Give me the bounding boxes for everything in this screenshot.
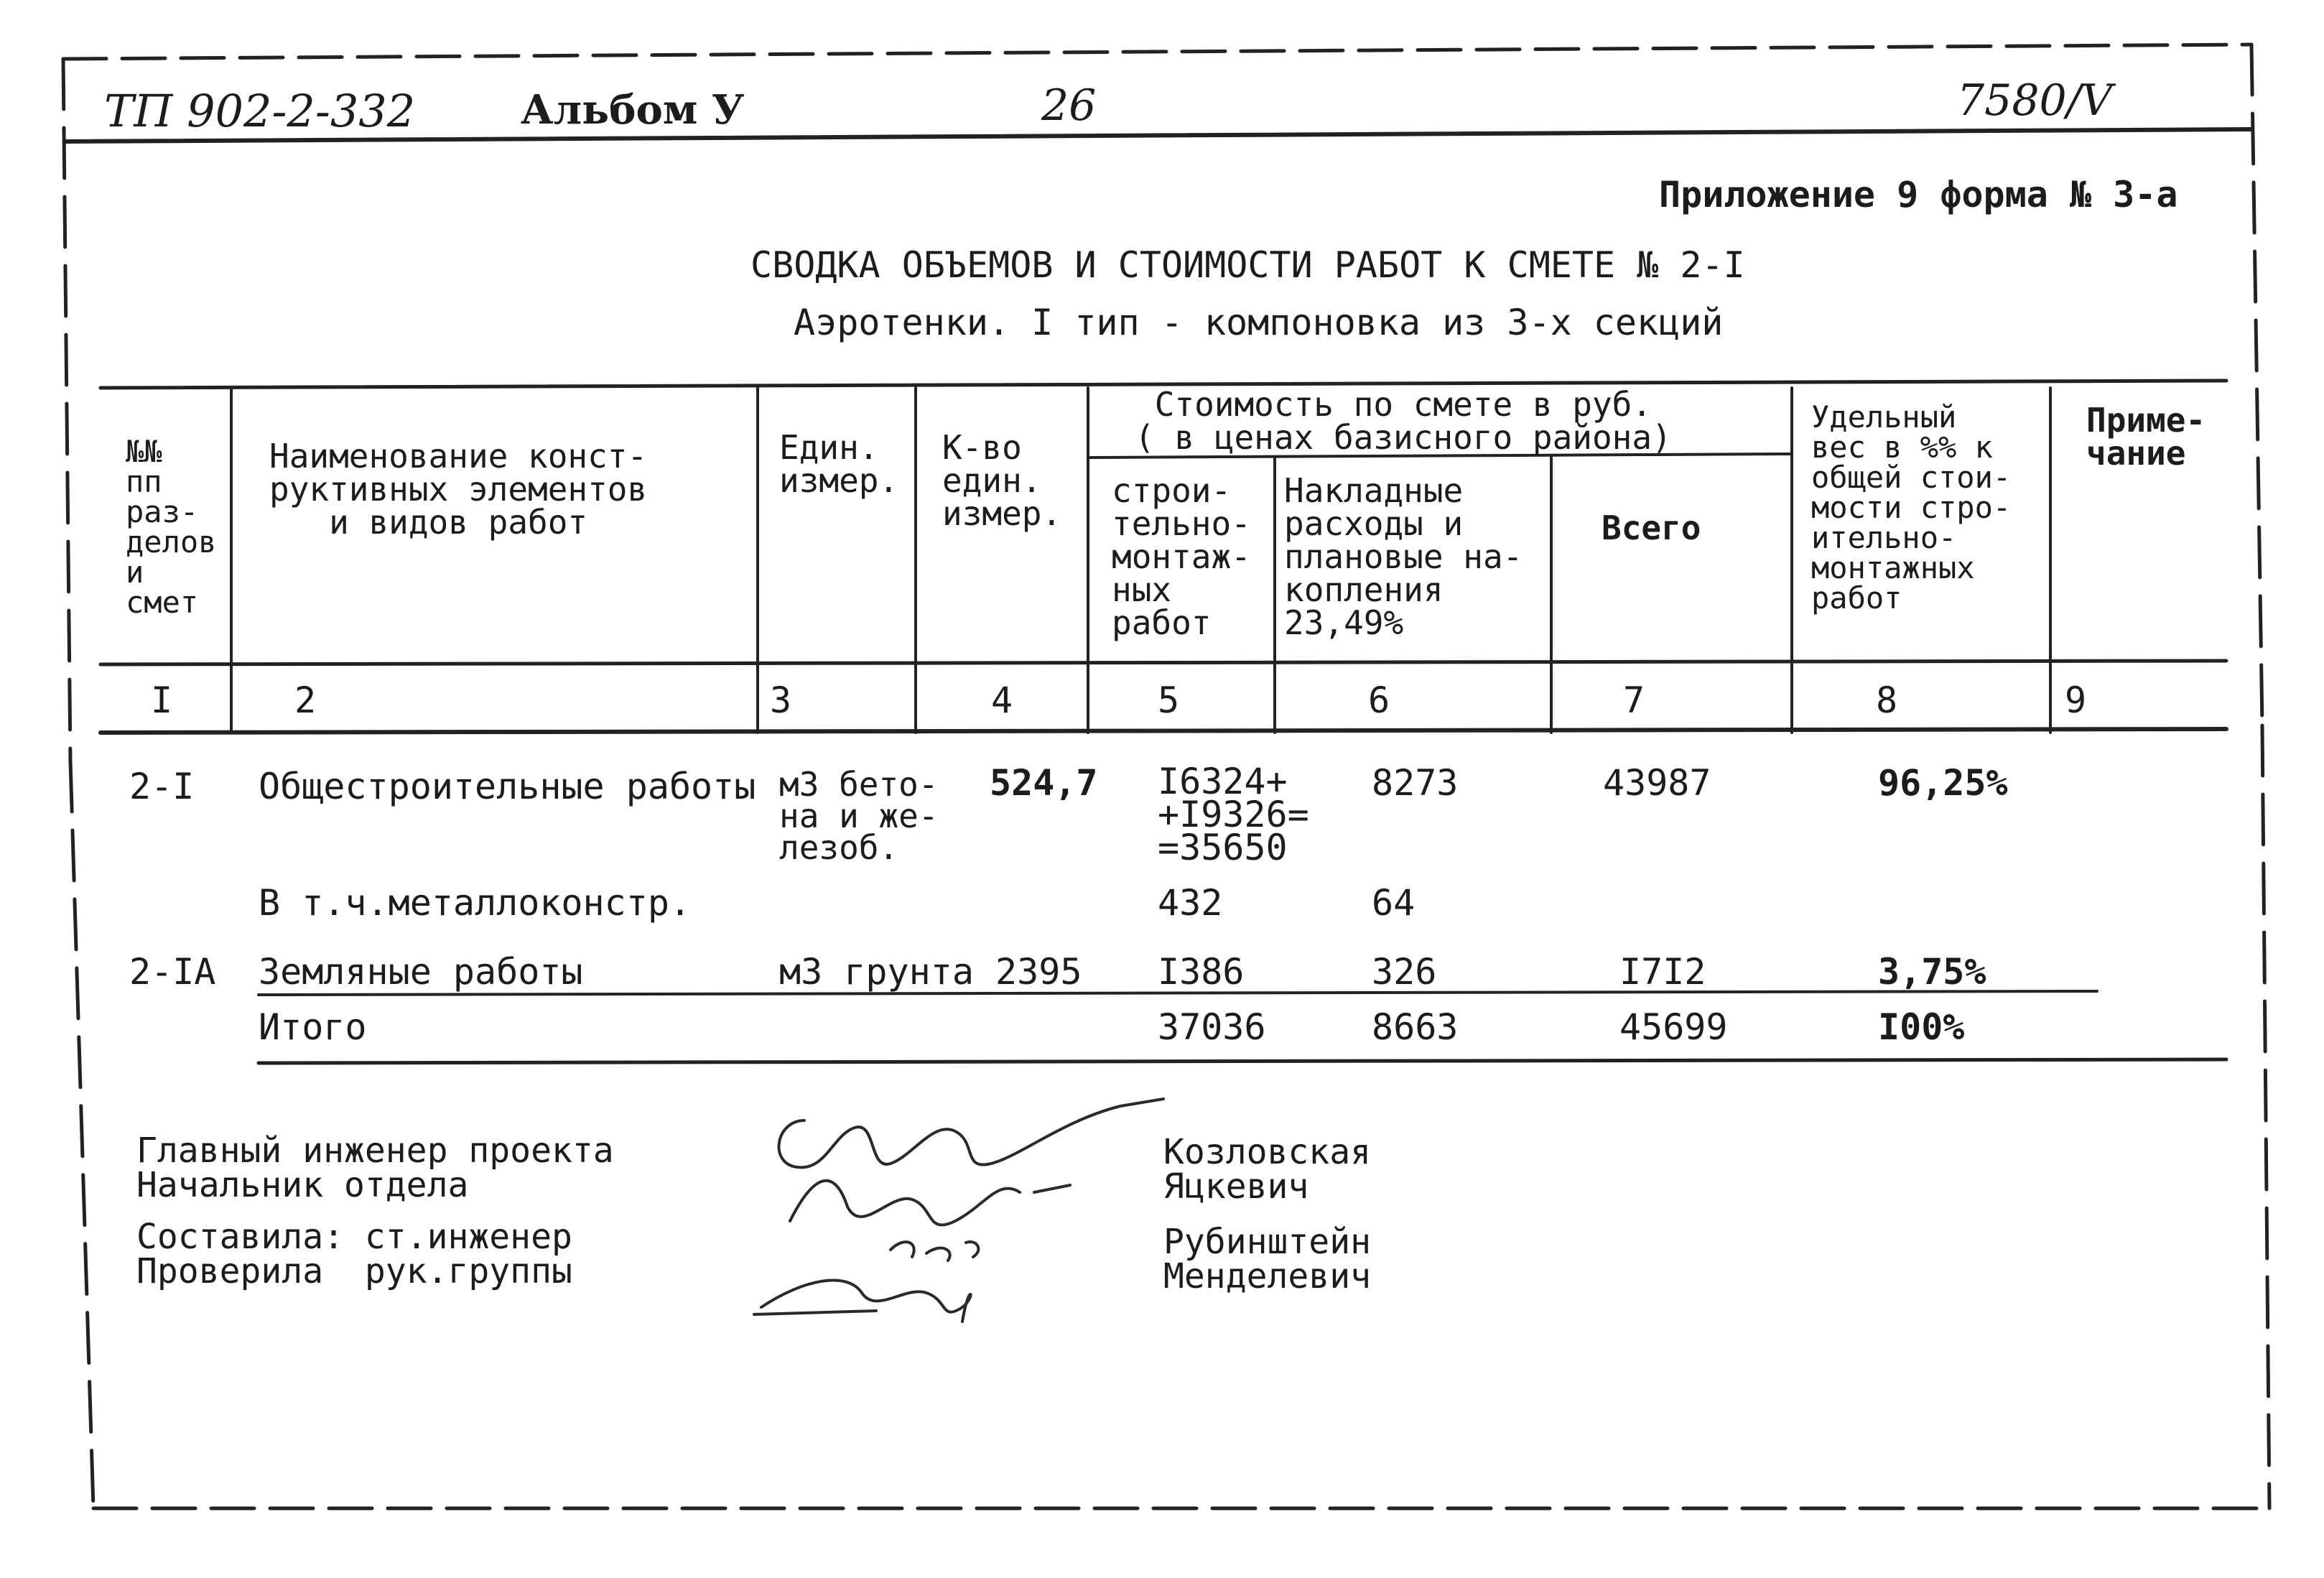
album-label: Альбом У <box>521 86 745 134</box>
col-number: 9 <box>2065 679 2087 721</box>
row-unit: м3 бето- на и же- лезоб. <box>779 765 939 867</box>
row-name: Земляные работы <box>259 951 583 993</box>
row-construction: I386 <box>1158 951 1245 993</box>
row-overhead: 8273 <box>1372 762 1459 804</box>
row-num: 2-IA <box>129 951 216 993</box>
document-title: СВОДКА ОБЪЕМОВ И СТОИМОСТИ РАБОТ К СМЕТЕ № 2-I <box>750 244 1745 286</box>
col-number: 6 <box>1368 679 1390 721</box>
appendix-label: Приложение 9 форма № 3-а <box>1659 174 2178 215</box>
doc-code: ТП 902-2-332 <box>104 85 416 137</box>
signature-names-a: Козловская Яцкевич <box>1163 1132 1371 1207</box>
col-header-qty: К-во един. измер. <box>942 428 1062 533</box>
signature-roles-a: Главный инженер проекта Начальник отдела <box>136 1131 614 1205</box>
row-total: I7I2 <box>1619 951 1706 993</box>
row-overhead: 326 <box>1372 951 1437 993</box>
signature-roles-b: Составила: ст.инженер Проверила рук.группы <box>136 1217 572 1291</box>
row-name: В т.ч.металлоконстр. <box>259 882 692 924</box>
col-header-unit: Един. измер. <box>779 428 899 500</box>
row-construction: 37036 <box>1158 1006 1266 1048</box>
signature-names-b: Рубинштейн Менделевич <box>1163 1222 1371 1296</box>
row-qty: 524,7 <box>990 762 1098 804</box>
row-share: 96,25% <box>1878 762 2008 804</box>
col-number: I <box>151 679 173 721</box>
col-number: 5 <box>1158 679 1180 721</box>
col-number: 4 <box>991 679 1013 721</box>
signature-scribbles <box>754 1099 1163 1322</box>
col-header-construction: строи- тельно- монтаж- ных работ <box>1112 471 1251 642</box>
row-share: I00% <box>1878 1006 1965 1048</box>
page-number: 26 <box>1041 80 1097 131</box>
archive-number: 7580/V <box>1957 75 2113 126</box>
row-overhead: 64 <box>1372 882 1416 924</box>
document-subtitle: Аэротенки. I тип - компоновка из 3-х секций <box>794 302 1724 343</box>
row-share: 3,75% <box>1878 951 1986 993</box>
row-construction: 432 <box>1158 882 1223 924</box>
col-header-overhead: Накладные расходы и плановые на- копления 23,49% <box>1284 471 1523 642</box>
row-overhead: 8663 <box>1372 1006 1459 1048</box>
col-header-num: №№ пп раз- делов и смет <box>126 434 217 620</box>
row-total: 43987 <box>1603 762 1711 804</box>
col-header-note: Приме- чание <box>2086 401 2206 473</box>
row-total: 45699 <box>1619 1006 1728 1048</box>
col-number: 8 <box>1876 679 1898 721</box>
row-unit: м3 грунта 2395 <box>779 951 1082 993</box>
col-number: 7 <box>1623 679 1645 721</box>
col-header-cost-group: Стоимость по смете в руб. ( в ценах базисного района) <box>1135 385 1672 457</box>
col-header-share: Удельный вес в %% к общей стои- мости стро- ительно- монтажных работ <box>1811 399 2012 616</box>
col-header-total: Всего <box>1602 509 1701 547</box>
col-header-name: Наименование конст- руктивных элементов и видов работ <box>269 437 648 542</box>
row-num: 2-I <box>129 766 195 807</box>
row-construction: I6324+ +I9326= =35650 <box>1158 761 1309 868</box>
row-name: Общестроительные работы <box>259 766 756 807</box>
row-name: Итого <box>259 1006 367 1048</box>
col-number: 2 <box>294 679 317 721</box>
col-number: 3 <box>770 679 792 721</box>
